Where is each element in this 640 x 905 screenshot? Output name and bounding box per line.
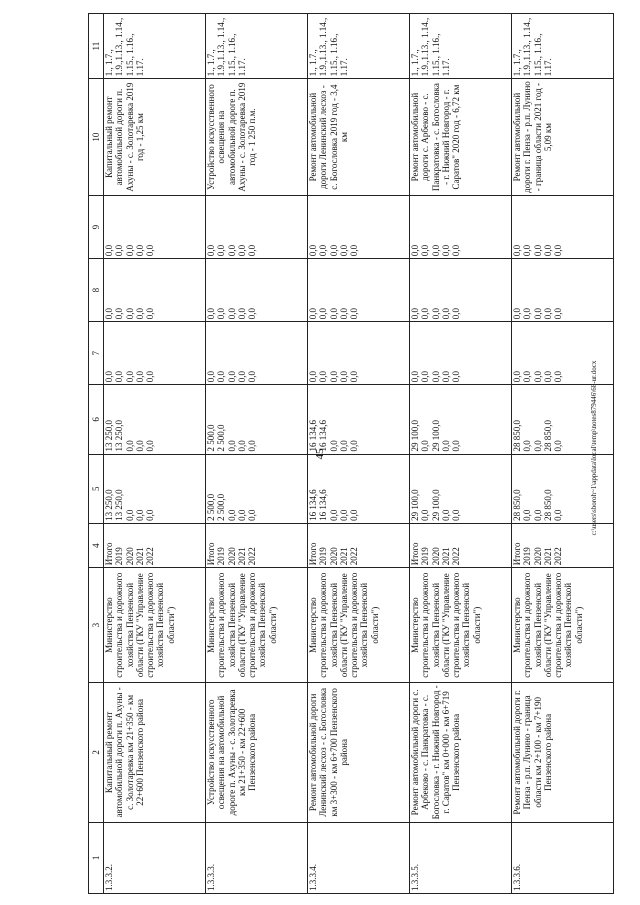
extrabudgetary-cell — [308, 196, 410, 259]
extrabudgetary-value: 0,0 — [349, 244, 360, 257]
year-value: 2021 — [338, 547, 349, 566]
rotated-table-container — [88, 13, 622, 894]
expected-result-cell: Ремонт автомобильной дороги г. Пенза - р.п. Лунино - граница области 2021 год - 5,09 км — [512, 79, 614, 196]
federal-budget-value: 0,0 — [532, 371, 543, 383]
federal-budget-cell — [206, 322, 308, 385]
regional-budget-value: 0,0 — [522, 440, 533, 452]
footer-file-path: c:\users\sboroh~1\appdata\local\temp\notes879446\68-ur.docx — [590, 360, 598, 536]
federal-budget-value: 0,0 — [420, 371, 431, 383]
year-value: 2022 — [145, 547, 156, 566]
extrabudgetary-value: 0,0 — [440, 244, 451, 257]
year-value: 2021 — [236, 547, 247, 566]
table-row — [512, 14, 614, 894]
year-value: Итого — [104, 542, 114, 566]
total-funding-cell — [206, 454, 308, 523]
extrabudgetary-value: 0,0 — [420, 244, 431, 257]
regional-budget-value: 28 850,0 — [512, 420, 522, 452]
extrabudgetary-value: 0,0 — [338, 244, 349, 257]
regional-budget-cell — [206, 385, 308, 454]
local-budget-value: 0,0 — [124, 307, 135, 320]
extrabudgetary-value: 0,0 — [226, 244, 237, 257]
indicators-cell: 1., 1.7., 1.9.,1.13., 1.14., 1.15., 1.16., 1.17. — [410, 14, 512, 79]
federal-budget-value: 0,0 — [226, 371, 237, 383]
header-cell: 4 — [89, 523, 104, 567]
total-funding-value: 29 100,0 — [410, 489, 420, 521]
total-funding-value: 0,0 — [522, 509, 533, 521]
expected-result-cell: Капитальный ремонт автомобильной дороги п. Ахуны - с. Золотаревка 2019 год - 1,25 км — [104, 79, 206, 196]
executor-cell: Министерство строительства и дорожного хозяйства Пензенской области (ГКУ "Управление строительства и дорожного хозяйства Пензенской области") — [512, 568, 614, 683]
regional-budget-value: 2 500,0 — [216, 424, 227, 452]
regional-budget-cell — [410, 385, 512, 454]
extrabudgetary-value: 0,0 — [430, 244, 441, 257]
year-value: 2022 — [553, 547, 564, 566]
regional-budget-value: 0,0 — [420, 440, 431, 452]
total-funding-value: 0,0 — [145, 509, 156, 521]
regional-budget-value: 0,0 — [532, 440, 543, 452]
regional-budget-value: 16 134,6 — [308, 420, 318, 452]
activity-name-cell: Ремонт автомобильной дороги с. Арбеково - с. Панкратовка - с. Богословка - г. Нижний Новгород - г. Саратов" км 0+000 - км 6+719 Пензенского района — [410, 683, 512, 823]
year-value: 2019 — [522, 547, 533, 566]
extrabudgetary-value: 0,0 — [145, 244, 156, 257]
table-row — [104, 14, 206, 894]
federal-budget-value: 0,0 — [542, 371, 553, 383]
extrabudgetary-value: 0,0 — [124, 244, 135, 257]
regional-budget-cell — [308, 385, 410, 454]
year-value: 2020 — [124, 547, 135, 566]
activity-number-cell: 1.3.3.5. — [410, 822, 512, 893]
federal-budget-cell — [410, 322, 512, 385]
local-budget-value: 0,0 — [338, 307, 349, 320]
regional-budget-cell — [512, 385, 614, 454]
header-cell: 11 — [89, 14, 104, 79]
regional-budget-value: 29 100,0 — [410, 420, 420, 452]
extrabudgetary-value: 0,0 — [247, 244, 258, 257]
local-budget-value: 0,0 — [114, 307, 125, 320]
year-value: 2022 — [349, 547, 360, 566]
federal-budget-value: 0,0 — [512, 371, 522, 383]
activity-name-cell: Ремонт автомобильной дороги Ленинский лесхоз - с. Богословка км 3+300 - км 6+700 Пензенского района — [308, 683, 410, 823]
year-value: 2020 — [328, 547, 339, 566]
federal-budget-value: 0,0 — [440, 371, 451, 383]
year-value: 2021 — [542, 547, 553, 566]
extrabudgetary-value: 0,0 — [522, 244, 533, 257]
total-funding-cell — [104, 454, 206, 523]
local-budget-value: 0,0 — [430, 307, 441, 320]
regional-budget-value: 0,0 — [553, 440, 564, 452]
program-activities-table — [88, 13, 614, 894]
local-budget-cell — [512, 259, 614, 322]
regional-budget-value: 0,0 — [338, 440, 349, 452]
total-funding-value: 0,0 — [236, 509, 247, 521]
extrabudgetary-value: 0,0 — [410, 244, 420, 257]
activity-number-cell: 1.3.3.3. — [206, 822, 308, 893]
total-funding-value: 0,0 — [338, 509, 349, 521]
local-budget-cell — [206, 259, 308, 322]
local-budget-value: 0,0 — [553, 307, 564, 320]
regional-budget-value: 0,0 — [236, 440, 247, 452]
extrabudgetary-value: 0,0 — [114, 244, 125, 257]
table-row — [410, 14, 512, 894]
year-cell — [410, 523, 512, 567]
activity-name-cell: Ремонт автомобильной дороги г. Пенза - р.п. Лунино - граница области км 2+100 - км 7+190 Пензенского района — [512, 683, 614, 823]
federal-budget-value: 0,0 — [430, 371, 441, 383]
total-funding-value: 0,0 — [440, 509, 451, 521]
local-budget-value: 0,0 — [216, 307, 227, 320]
regional-budget-value: 0,0 — [226, 440, 237, 452]
total-funding-value: 0,0 — [451, 509, 462, 521]
extrabudgetary-cell — [104, 196, 206, 259]
regional-budget-value: 29 100,0 — [430, 420, 441, 452]
executor-cell: Министерство строительства и дорожного хозяйства Пензенской области (ГКУ "Управление строительства и дорожного хозяйства Пензенской области") — [410, 568, 512, 683]
total-funding-value: 0,0 — [124, 509, 135, 521]
year-value: 2020 — [226, 547, 237, 566]
year-value: 2022 — [451, 547, 462, 566]
total-funding-value: 0,0 — [134, 509, 145, 521]
expected-result-cell: Устройство искусственного освещения на автомобильной дороге п. Ахуны - с. Золотаревка 2019 год - 1 250 п.м. — [206, 79, 308, 196]
federal-budget-value: 0,0 — [451, 371, 462, 383]
local-budget-cell — [308, 259, 410, 322]
local-budget-value: 0,0 — [134, 307, 145, 320]
regional-budget-value: 13 250,0 — [114, 420, 125, 452]
federal-budget-value: 0,0 — [349, 371, 360, 383]
local-budget-cell — [104, 259, 206, 322]
local-budget-value: 0,0 — [206, 307, 216, 320]
federal-budget-value: 0,0 — [410, 371, 420, 383]
column-number-header-row — [89, 14, 104, 894]
regional-budget-value: 0,0 — [247, 440, 258, 452]
table-row — [308, 14, 410, 894]
total-funding-value: 13 250,0 — [114, 489, 125, 521]
year-value: Итого — [410, 542, 420, 566]
federal-budget-cell — [512, 322, 614, 385]
activity-number-cell: 1.3.3.6. — [512, 822, 614, 893]
total-funding-cell — [308, 454, 410, 523]
total-funding-value: 0,0 — [420, 509, 431, 521]
federal-budget-value: 0,0 — [328, 371, 339, 383]
year-value: 2021 — [134, 547, 145, 566]
total-funding-value: 28 850,0 — [542, 489, 553, 521]
federal-budget-value: 0,0 — [553, 371, 564, 383]
extrabudgetary-value: 0,0 — [318, 244, 329, 257]
expected-result-cell: Ремонт автомобильной дороги с. Арбеково - с. Панкратовка - с. Богословка - г. Нижний Новгород - г. Саратов" 2020 год - 6,72 км — [410, 79, 512, 196]
total-funding-value: 0,0 — [553, 509, 564, 521]
executor-cell: Министерство строительства и дорожного хозяйства Пензенской области (ГКУ "Управление строительства и дорожного хозяйства Пензенской области") — [104, 568, 206, 683]
local-budget-value: 0,0 — [226, 307, 237, 320]
local-budget-cell — [410, 259, 512, 322]
extrabudgetary-value: 0,0 — [451, 244, 462, 257]
year-value: 2021 — [440, 547, 451, 566]
regional-budget-value: 2 500,0 — [206, 424, 216, 452]
extrabudgetary-value: 0,0 — [308, 244, 318, 257]
extrabudgetary-value: 0,0 — [134, 244, 145, 257]
local-budget-value: 0,0 — [451, 307, 462, 320]
extrabudgetary-value: 0,0 — [512, 244, 522, 257]
total-funding-value: 0,0 — [247, 509, 258, 521]
regional-budget-value: 16 134,6 — [318, 420, 329, 452]
year-value: Итого — [308, 542, 318, 566]
federal-budget-value: 0,0 — [145, 371, 156, 383]
year-value: 2020 — [430, 547, 441, 566]
total-funding-value: 0,0 — [226, 509, 237, 521]
total-funding-value: 16 134,6 — [308, 489, 318, 521]
local-budget-value: 0,0 — [349, 307, 360, 320]
total-funding-value: 29 100,0 — [430, 489, 441, 521]
year-value: 2019 — [318, 547, 329, 566]
page-number: 45 — [314, 448, 326, 460]
total-funding-value: 2 500,0 — [216, 493, 227, 521]
regional-budget-value: 0,0 — [328, 440, 339, 452]
header-cell: 7 — [89, 322, 104, 385]
local-budget-value: 0,0 — [440, 307, 451, 320]
extrabudgetary-value: 0,0 — [104, 244, 114, 257]
federal-budget-value: 0,0 — [308, 371, 318, 383]
regional-budget-value: 0,0 — [349, 440, 360, 452]
year-value: 2022 — [247, 547, 258, 566]
total-funding-value: 28 850,0 — [512, 489, 522, 521]
federal-budget-value: 0,0 — [206, 371, 216, 383]
extrabudgetary-cell — [206, 196, 308, 259]
federal-budget-value: 0,0 — [104, 371, 114, 383]
local-budget-value: 0,0 — [542, 307, 553, 320]
header-cell: 6 — [89, 385, 104, 454]
activity-name-cell: Капитальный ремонт автомобильной дороги п. Ахуны - с. Золотаревка км 21+350 - км 22+600 Пензенского района — [104, 683, 206, 823]
activity-number-cell: 1.3.3.4. — [308, 822, 410, 893]
indicators-cell: 1., 1.7., 1.9.,1.13., 1.14., 1.15., 1.16., 1.17. — [206, 14, 308, 79]
federal-budget-cell — [308, 322, 410, 385]
federal-budget-value: 0,0 — [114, 371, 125, 383]
executor-cell: Министерство строительства и дорожного хозяйства Пензенской области (ГКУ "Управление строительства и дорожного хозяйства Пензенской области") — [308, 568, 410, 683]
regional-budget-value: 0,0 — [451, 440, 462, 452]
federal-budget-cell — [104, 322, 206, 385]
total-funding-cell — [512, 454, 614, 523]
total-funding-value: 13 250,0 — [104, 489, 114, 521]
table-row — [206, 14, 308, 894]
header-cell: 9 — [89, 196, 104, 259]
federal-budget-value: 0,0 — [216, 371, 227, 383]
table-body — [104, 14, 614, 894]
local-budget-value: 0,0 — [532, 307, 543, 320]
local-budget-value: 0,0 — [308, 307, 318, 320]
header-cell: 1 — [89, 822, 104, 893]
regional-budget-value: 0,0 — [124, 440, 135, 452]
year-value: 2019 — [420, 547, 431, 566]
local-budget-value: 0,0 — [328, 307, 339, 320]
year-value: 2019 — [216, 547, 227, 566]
year-value: 2019 — [114, 547, 125, 566]
activity-number-cell: 1.3.3.2. — [104, 822, 206, 893]
indicators-cell: 1., 1.7., 1.9.,1.13., 1.14., 1.15., 1.16., 1.17. — [308, 14, 410, 79]
regional-budget-value: 28 850,0 — [542, 420, 553, 452]
federal-budget-value: 0,0 — [318, 371, 329, 383]
activity-name-cell: Устройство искусственного освещения на автомобильной дороге п. Ахуны - с. Золотаревка км 21+350 - км 22+600 Пензенского района — [206, 683, 308, 823]
year-cell — [308, 523, 410, 567]
year-value: Итого — [512, 542, 522, 566]
extrabudgetary-cell — [410, 196, 512, 259]
local-budget-value: 0,0 — [522, 307, 533, 320]
regional-budget-value: 13 250,0 — [104, 420, 114, 452]
indicators-cell: 1., 1.7., 1.9.,1.13., 1.14., 1.15., 1.16., 1.17. — [104, 14, 206, 79]
local-budget-value: 0,0 — [420, 307, 431, 320]
extrabudgetary-value: 0,0 — [542, 244, 553, 257]
year-value: Итого — [206, 542, 216, 566]
total-funding-value: 0,0 — [532, 509, 543, 521]
extrabudgetary-cell — [512, 196, 614, 259]
total-funding-value: 16 134,6 — [318, 489, 329, 521]
federal-budget-value: 0,0 — [134, 371, 145, 383]
local-budget-value: 0,0 — [318, 307, 329, 320]
extrabudgetary-value: 0,0 — [206, 244, 216, 257]
executor-cell: Министерство строительства и дорожного хозяйства Пензенской области (ГКУ "Управление строительства и дорожного хозяйства Пензенской области") — [206, 568, 308, 683]
total-funding-cell — [410, 454, 512, 523]
regional-budget-value: 0,0 — [145, 440, 156, 452]
extrabudgetary-value: 0,0 — [216, 244, 227, 257]
local-budget-value: 0,0 — [236, 307, 247, 320]
header-cell: 2 — [89, 683, 104, 823]
local-budget-value: 0,0 — [145, 307, 156, 320]
header-cell: 3 — [89, 568, 104, 683]
extrabudgetary-value: 0,0 — [236, 244, 247, 257]
total-funding-value: 0,0 — [328, 509, 339, 521]
header-cell: 10 — [89, 79, 104, 196]
local-budget-value: 0,0 — [104, 307, 114, 320]
local-budget-value: 0,0 — [410, 307, 420, 320]
federal-budget-value: 0,0 — [247, 371, 258, 383]
federal-budget-value: 0,0 — [124, 371, 135, 383]
year-cell — [512, 523, 614, 567]
regional-budget-value: 0,0 — [134, 440, 145, 452]
total-funding-value: 2 500,0 — [206, 493, 216, 521]
total-funding-value: 0,0 — [349, 509, 360, 521]
local-budget-value: 0,0 — [247, 307, 258, 320]
year-cell — [104, 523, 206, 567]
year-cell — [206, 523, 308, 567]
header-cell: 8 — [89, 259, 104, 322]
federal-budget-value: 0,0 — [236, 371, 247, 383]
extrabudgetary-value: 0,0 — [532, 244, 543, 257]
extrabudgetary-value: 0,0 — [328, 244, 339, 257]
regional-budget-cell — [104, 385, 206, 454]
regional-budget-value: 0,0 — [440, 440, 451, 452]
federal-budget-value: 0,0 — [522, 371, 533, 383]
indicators-cell: 1., 1.7., 1.9.,1.13., 1.14., 1.15., 1.16., 1.17. — [512, 14, 614, 79]
header-cell: 5 — [89, 454, 104, 523]
year-value: 2020 — [532, 547, 543, 566]
local-budget-value: 0,0 — [512, 307, 522, 320]
expected-result-cell: Ремонт автомобильной дороги Ленинский лесхоз - с. Богословка 2019 год - 3,4 км — [308, 79, 410, 196]
federal-budget-value: 0,0 — [338, 371, 349, 383]
extrabudgetary-value: 0,0 — [553, 244, 564, 257]
